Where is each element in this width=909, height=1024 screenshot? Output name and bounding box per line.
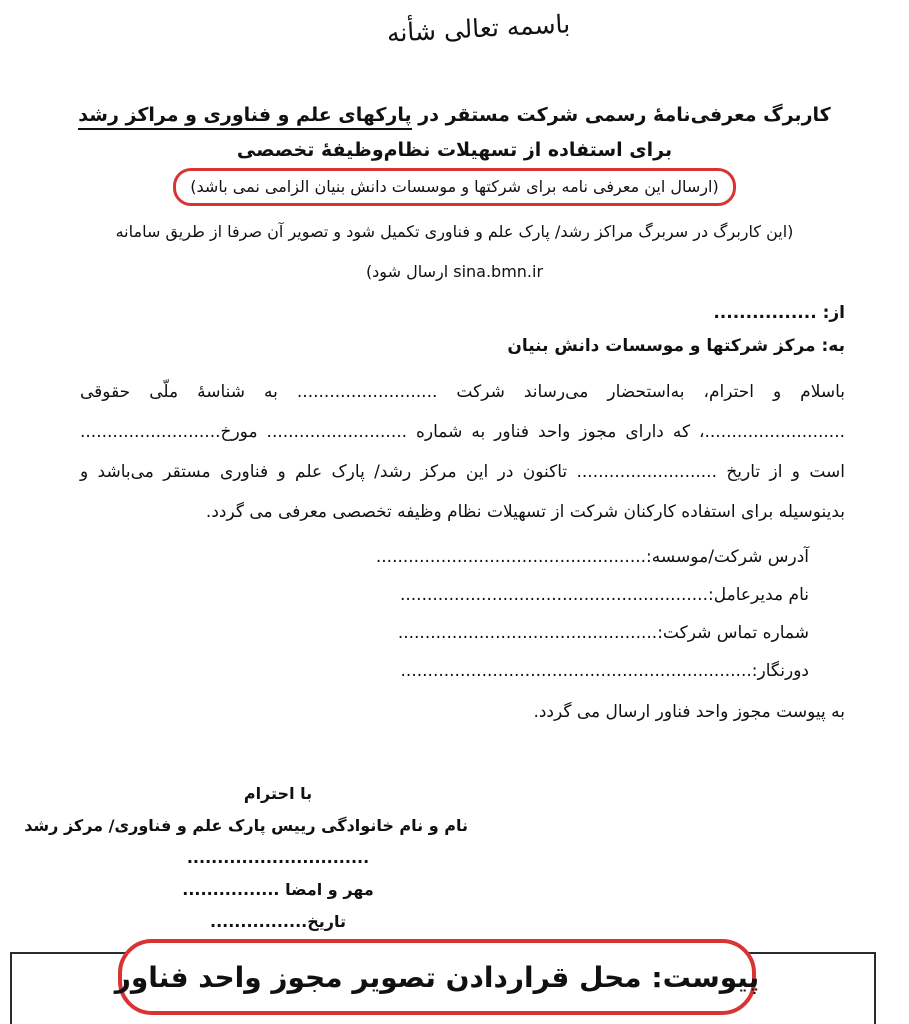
signature-stamp-line: مهر و امضا ................ xyxy=(182,880,374,899)
page-title-line2: برای استفاده از تسهیلات نظام‌وظیفهٔ تخصصی xyxy=(236,139,673,161)
title-plain-part: کاربرگ معرفی‌نامهٔ رسمی شرکت مستقر در xyxy=(411,104,831,126)
exemption-note-row xyxy=(0,168,909,206)
exemption-note-highlight xyxy=(173,168,735,206)
to-label: به: xyxy=(821,336,845,356)
license-attached-note: به پیوست مجوز واحد فناور ارسال می گردد. xyxy=(533,702,845,722)
bismillah-calligraphy: باسمه تعالی شأنه xyxy=(386,9,571,48)
field-ceo-name: نام مدیرعامل:......................................................... xyxy=(399,585,809,605)
letter-body-paragraph: باسلام و احترام، به‌استحضار می‌رساند شرکت .......................... به شناسهٔ ملّی حقوقی ..........................، که دارای مجوز واحد فناور به شماره .......................... مورخ.......................... است و از تاریخ .......................... تاکنون در این مرکز رشد/ پارک علم و فناوری مستقر می‌باشد و بدینوسیله برای استفاده کارکنان شرکت از تسهیلات نظام وظیفه تخصصی معرفی می گردد. xyxy=(80,382,845,522)
signature-name-line: نام و نام خانوادگی رییس پارک علم و فناوری/ مرکز رشد xyxy=(24,816,468,835)
from-line xyxy=(713,303,845,323)
field-company-address: آدرس شرکت/موسسه:.................................................. xyxy=(375,547,809,567)
company-fields-block xyxy=(260,538,809,690)
to-value: مرکز شرکتها و موسسات دانش بنیان xyxy=(507,336,816,356)
attachment-title-highlight xyxy=(114,939,760,1015)
signature-dots-line: .............................. xyxy=(186,848,370,867)
from-blank: ................ xyxy=(713,303,817,323)
submission-instruction-note: (این کاربرگ در سربرگ مراکز رشد/ پارک علم و فناوری تکمیل شود و تصویر آن صرفا از طریق سامانه sina.bmn.ir ارسال شود) xyxy=(115,222,794,281)
title-underlined-part: پارکهای علم و فناوری و مراکز رشد xyxy=(78,104,411,130)
to-line xyxy=(507,336,845,356)
signature-block xyxy=(24,778,468,938)
signature-date-line: تاریخ................ xyxy=(209,912,346,931)
attachment-title-text: پیوست: محل قراردادن تصویر مجوز واحد فناور xyxy=(114,960,760,994)
exemption-note-text: (ارسال این معرفی نامه برای شرکتها و موسسات دانش بنیان الزامی نمی باشد) xyxy=(190,177,719,196)
page-title-line1 xyxy=(0,100,909,130)
signature-salutation: با احترام xyxy=(243,784,313,803)
field-fax: دورنگار:................................................................. xyxy=(400,661,809,681)
from-label: از: xyxy=(822,303,845,323)
field-company-phone: شماره تماس شرکت:................................................ xyxy=(397,623,809,643)
